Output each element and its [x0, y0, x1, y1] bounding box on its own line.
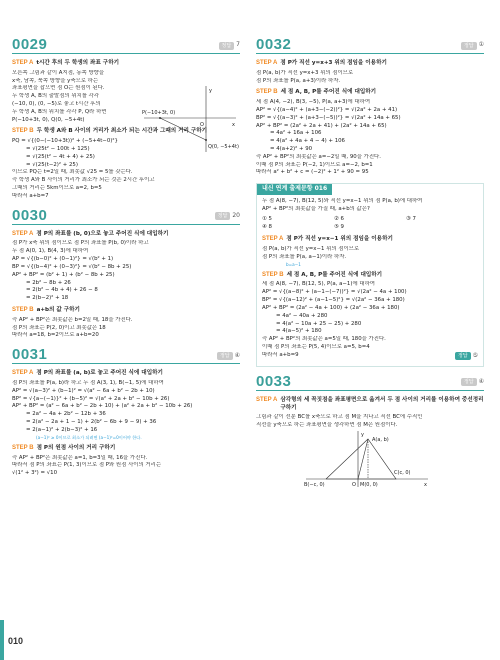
p-label: P(−10+3t, 0)	[142, 110, 176, 116]
choice-2[interactable]: ② 6	[334, 215, 344, 222]
answer-value: ⑤	[472, 351, 478, 359]
problem-0029	[12, 36, 240, 201]
coordinate-graph-0029	[140, 84, 240, 154]
text-line: = √(25t² − 100t + 125)	[26, 146, 90, 152]
text-line: 점 P(a, b)가 직선 y=x−1 위의 점이므로	[262, 246, 360, 252]
answer-badge: 정답	[455, 352, 471, 360]
problem-header	[12, 36, 240, 54]
answer-value: 7	[236, 41, 240, 49]
step-title: 삼각형의 세 꼭짓점을 좌표평면으로 옮겨서 두 점 사이의 거리를 이용하여 중선정리 구하기	[280, 396, 484, 411]
text-line: 그때의 거리는 5km이므로 a=2, b=5	[12, 185, 102, 192]
page-margin-bar	[0, 620, 4, 660]
answer-value: ①	[478, 41, 484, 49]
answer-value: ④	[234, 351, 240, 359]
text-line: = 2b² − 8b + 26	[26, 279, 71, 286]
choice-5[interactable]: ⑤ 9	[334, 224, 344, 231]
text-line: 즉 AP² + BP²의 최솟값은 a=−2일 때, 90을 가진다.	[256, 153, 381, 160]
a-label: A(a, b)	[372, 437, 389, 444]
page-number: 010	[8, 635, 24, 646]
m-label: M(0, 0)	[360, 482, 378, 489]
similar-problem-body	[257, 195, 483, 366]
median-am	[358, 439, 368, 479]
text-line: PQ = √{(0−(−10+3t))² + (−5+4t−0)²}	[12, 138, 118, 145]
text-line: 점 P가 x축 위의 점이므로 점 P의 좌표를 P(b, 0)이라 하고	[12, 240, 149, 247]
text-line: 오른쪽 그림과 같이 A지점, 동쪽 방향을	[12, 69, 105, 76]
text-line: 세 점 A(8, −7), B(12, 5), P(a, a−1)에 대하여	[262, 281, 375, 288]
text-line: AP² = √{(a−4)² + (a+3−(−2))²} = √(2a² + 2a + 41)	[256, 106, 398, 113]
step-title: 점 P가 직선 y=x+3 위의 점임을 이용하기	[280, 60, 387, 66]
text-line: 즉 AP² + BP²은 최솟값은 a=1, b=3일 때, 16을 가진다.	[12, 454, 148, 461]
text-line: 두 학생 A, B의 위치를 각각 P, Q라 하면	[12, 108, 107, 115]
step-title: a+b의 값 구하기	[36, 307, 80, 314]
text-line: = 2(b² − 4b + 4) + 26 − 8	[26, 287, 98, 294]
answer-badge: 정답	[217, 352, 233, 360]
problem-number: 0033	[256, 372, 292, 390]
step-title: 점 P가 직선 y=x−1 위의 점임을 이용하기	[286, 236, 393, 243]
text-line: 따라서 점 P의 좌표는 P(1, 3)이므로 점 P와 원점 사이의 거리는	[12, 462, 162, 469]
problem-header	[12, 207, 240, 225]
step-a-body	[256, 414, 484, 430]
figure-container	[256, 429, 484, 489]
step-b	[12, 306, 240, 315]
text-line: = √(25(t² − 4t + 4) + 25)	[26, 153, 95, 160]
question-line: AP² + BP²의 최솟값을 가질 때, a+b의 값은?	[262, 205, 370, 212]
text-line: 이때 점 P의 좌표는 P(−2, 1)이므로 a=−2, b=1	[256, 161, 373, 168]
step-a-body	[12, 240, 240, 303]
c-label: C(c, 0)	[394, 470, 411, 477]
origin-label: O	[200, 122, 204, 128]
final-line	[262, 352, 478, 363]
step-a	[12, 59, 240, 68]
step-tag: STEP A	[256, 60, 278, 66]
answer-badge: 정답	[461, 378, 477, 386]
text-line: 두 학생 A, B의 출발점의 위치를 각각	[12, 93, 100, 100]
text-line: = 4a² + 16a + 106	[270, 130, 322, 137]
step-title: 점 P의 좌표를 (b, 0)으로 놓고 주어진 식에 대입하기	[36, 230, 169, 237]
text-line: 좌표평면을 잡으면 점 O는 원점이 된다.	[12, 85, 105, 92]
problem-number: 0030	[12, 206, 48, 224]
answer-value: ④	[478, 377, 484, 385]
point-p	[159, 117, 161, 119]
problem-number: 0031	[12, 346, 48, 364]
text-line: AP² + BP² = (b² + 1) + (b² − 8b + 25)	[12, 271, 115, 278]
problem-0033	[256, 373, 484, 490]
y-label: y	[361, 432, 364, 439]
answer	[461, 41, 484, 50]
text-line: = 4(a² + 4a + 4 − 4) + 106	[270, 138, 345, 145]
problem-number: 0032	[256, 36, 292, 53]
text-line: AP = √{(b−0)² + (0−1)²} = √(b² + 1)	[12, 256, 114, 263]
right-column	[256, 36, 484, 495]
text-line: AP² + BP² = (2a² + 2a + 41) + (2a² + 14a + 65)	[256, 122, 387, 129]
choice-4[interactable]: ④ 8	[262, 224, 272, 231]
step-b	[256, 88, 484, 97]
question-line: 두 점 A(8, −7), B(12, 5)와 직선 y=x−1 위의 점 P(a, b)에 대하여	[262, 198, 423, 204]
step-tag: STEP A	[12, 60, 34, 66]
text-line: 점 P의 좌표를 P(a, a+3)이라 하자.	[256, 77, 341, 84]
text-line: 즉 AP² + BP²의 최솟값은 a=5일 때, 180을 가진다.	[262, 336, 386, 343]
answer	[219, 41, 241, 50]
text-line: √(1² + 3²) = √10	[12, 470, 58, 477]
similar-problem-box	[256, 183, 484, 366]
q-label: Q(0, −5+4t)	[208, 144, 239, 150]
triangle-figure-0033	[296, 429, 436, 489]
text-line: AP² + BP² = (2a² − 4a + 100) + (2a² − 36a + 180)	[262, 304, 400, 311]
text-line: 점 P의 좌표는 P(2, 0)이고 최솟값은 18	[12, 324, 106, 331]
text-line: BP² = √{(a−3)² + (a+3−(−5))²} = √(2a² + 14a + 65)	[256, 114, 401, 121]
origin-label: O	[352, 482, 356, 489]
x-label: x	[232, 122, 235, 128]
similar-problem-title: 내신 연계 출제문항 016	[257, 184, 332, 195]
hint-note: (a−1)² ≥ 0이므로 최소가 되려면 (a−1)²=0이어야 한다.	[36, 434, 142, 440]
step-b	[262, 271, 478, 280]
step-title: 세 점 A, B, P를 주어진 식에 대입하기	[286, 271, 383, 278]
step-a-body	[12, 380, 240, 441]
text-line: 따라서 a=18, b=2이므로 a+b=20	[12, 332, 99, 339]
problem-0031	[12, 346, 240, 478]
text-line: = 4a² − 40a + 280	[276, 312, 328, 319]
step-b-body	[256, 99, 484, 177]
step-tag: STEP A	[12, 230, 34, 237]
step-a-body	[12, 70, 152, 125]
answer-badge: 정답	[461, 42, 477, 50]
text-line: (−10, 0), (0, −5)로 놓고 t시간 후의	[12, 101, 101, 107]
step-a	[262, 235, 478, 244]
b-label: B(−c, 0)	[304, 482, 325, 489]
step-tag: STEP B	[12, 128, 34, 135]
triangle-abc	[326, 439, 396, 479]
step-tag: STEP B	[256, 89, 278, 96]
text-line: = 2(b−2)² + 18	[26, 295, 69, 302]
text-line: = 4(a+2)² + 90	[270, 146, 313, 152]
text-line: AP² = √{(a−8)² + (a−1−(−7))²} = √(2a² − 4a + 100)	[262, 289, 407, 296]
text-line: 점 P(a, b)가 직선 y=x+3 위의 점이므로	[256, 69, 354, 76]
text-line: = 4(a−5)² + 180	[276, 328, 322, 335]
step-b-body	[12, 317, 240, 340]
text-line: 직선을 y축으로 하는 좌표평면을 생각하면 점 M은 원점이다.	[256, 421, 398, 428]
text-line: = 2(a² − 2a + 1 − 1) + 2(b² − 6b + 9 − 9) + 36	[26, 419, 157, 426]
step-b-body	[12, 455, 240, 478]
step-title: 세 점 A, B, P를 주어진 식에 대입하기	[280, 89, 377, 96]
text-line: 두 점 A(0, 1), B(4, 3)에 대하여	[12, 248, 89, 255]
step-tag: STEP B	[262, 271, 284, 278]
answer	[217, 352, 240, 361]
choice-3[interactable]: ③ 7	[406, 215, 416, 222]
text-line: BP² = √{a−(−1)}² + (b−5)² = √(a² + 2a + b² − 10b + 26)	[12, 395, 170, 402]
text-line: 세 점 A(4, −2), B(3, −5), P(a, a+3)에 대하여	[256, 99, 371, 106]
step-tag: STEP B	[12, 444, 34, 451]
step-a	[12, 230, 240, 239]
step-b	[12, 444, 240, 453]
text-line: AP² + BP² = (a² − 6a + b² − 2b + 10) + (a² + 2a + b² − 10b + 26)	[12, 403, 193, 410]
point-q	[205, 139, 207, 141]
problem-number: 0029	[12, 36, 48, 53]
text-line: BP = √{(b−4)² + (0−3)²} = √(b² − 8b + 25)	[12, 263, 132, 270]
answer	[455, 352, 478, 361]
step-a	[12, 369, 240, 378]
problem-0032	[256, 36, 484, 177]
text-line: 따라서 a+b=9	[262, 351, 299, 358]
step-tag: STEP B	[12, 307, 34, 314]
text-line: = √(25(t−2)² + 25)	[26, 161, 78, 168]
problem-header	[256, 36, 484, 54]
text-line: = 4(a² − 10a + 25 − 25) + 280	[276, 320, 362, 327]
text-line: 즉 학생 A와 B 사이의 거리가 최소가 되는 것은 2시간 후이고	[12, 177, 155, 184]
problem-0030	[12, 207, 240, 340]
text-line: 따라서 a² + b² + c = (−2)² + 1² + 90 = 95	[256, 169, 369, 176]
step-a	[256, 59, 484, 68]
step-tag: STEP A	[262, 236, 284, 243]
answer	[215, 212, 240, 221]
text-line: 따라서 a+b=7	[12, 192, 49, 199]
text-line: 그림과 같이 선분 BC를 x축으로 하고 점 M을 지나고 직선 BC에 수직인	[256, 413, 423, 420]
step-tag: STEP A	[256, 396, 278, 403]
step-title: 점 P의 좌표를 (a, b)로 놓고 주어진 식에 대입하기	[36, 370, 163, 377]
text-line: AP² = √(a−3)² + (b−1)² = √(a² − 6a + b² − 2b + 10)	[12, 387, 155, 394]
text-line: 이때 점 P의 좌표는 P(5, 4)이므로 a=5, b=4	[262, 344, 370, 351]
text-line: = 2(a−1)² + 2(b−3)² + 16	[26, 426, 98, 433]
step-a-body	[256, 70, 484, 86]
answer-choices	[262, 216, 478, 233]
text-line: x축, 남쪽, 북쪽 방향을 y축으로 하는	[12, 77, 99, 84]
problem-header	[256, 373, 484, 391]
answer-value: 20	[232, 212, 240, 220]
answer-badge: 정답	[219, 42, 235, 50]
choice-1[interactable]: ① 5	[262, 215, 272, 222]
step-title: 두 학생 A와 B 사이의 거리가 최소가 되는 시간과 그때의 거리 구하기	[36, 128, 208, 135]
step-title: 점 P의 원점 사이의 거리 구하기	[36, 444, 116, 451]
problem-header	[12, 346, 240, 364]
answer-badge: 정답	[215, 212, 231, 220]
text-line: 즉 AP² + BP²은 최솟값은 b=2일 때, 18을 가진다.	[12, 316, 133, 323]
text-line: 점 P의 좌표를 P(a, b)라 하고 두 점 A(3, 1), B(−1, 5)에 대하여	[12, 379, 164, 386]
left-column	[12, 36, 240, 484]
text-line: 점 P의 좌표를 P(a, a−1)이라 하자.	[262, 253, 347, 260]
hint-note: b=a−1	[286, 261, 301, 267]
text-line: BP² = √{(a−12)² + (a−1−5)²} = √(2a² − 36a + 180)	[262, 297, 405, 304]
x-label: x	[424, 482, 427, 489]
step-a	[256, 396, 484, 412]
step-tag: STEP A	[12, 370, 34, 377]
step-title: t시간 후의 두 학생의 좌표 구하기	[36, 60, 120, 66]
y-label: y	[209, 88, 212, 94]
text-line: P(−10+3t, 0), Q(0, −5+4t)	[12, 116, 85, 123]
answer	[461, 378, 484, 387]
text-line: = 2a² − 4a + 2b² − 12b + 36	[26, 411, 106, 418]
text-line: 이므로 PQ는 t=2일 때, 최솟값 √25 = 5를 갖는다.	[12, 169, 133, 176]
